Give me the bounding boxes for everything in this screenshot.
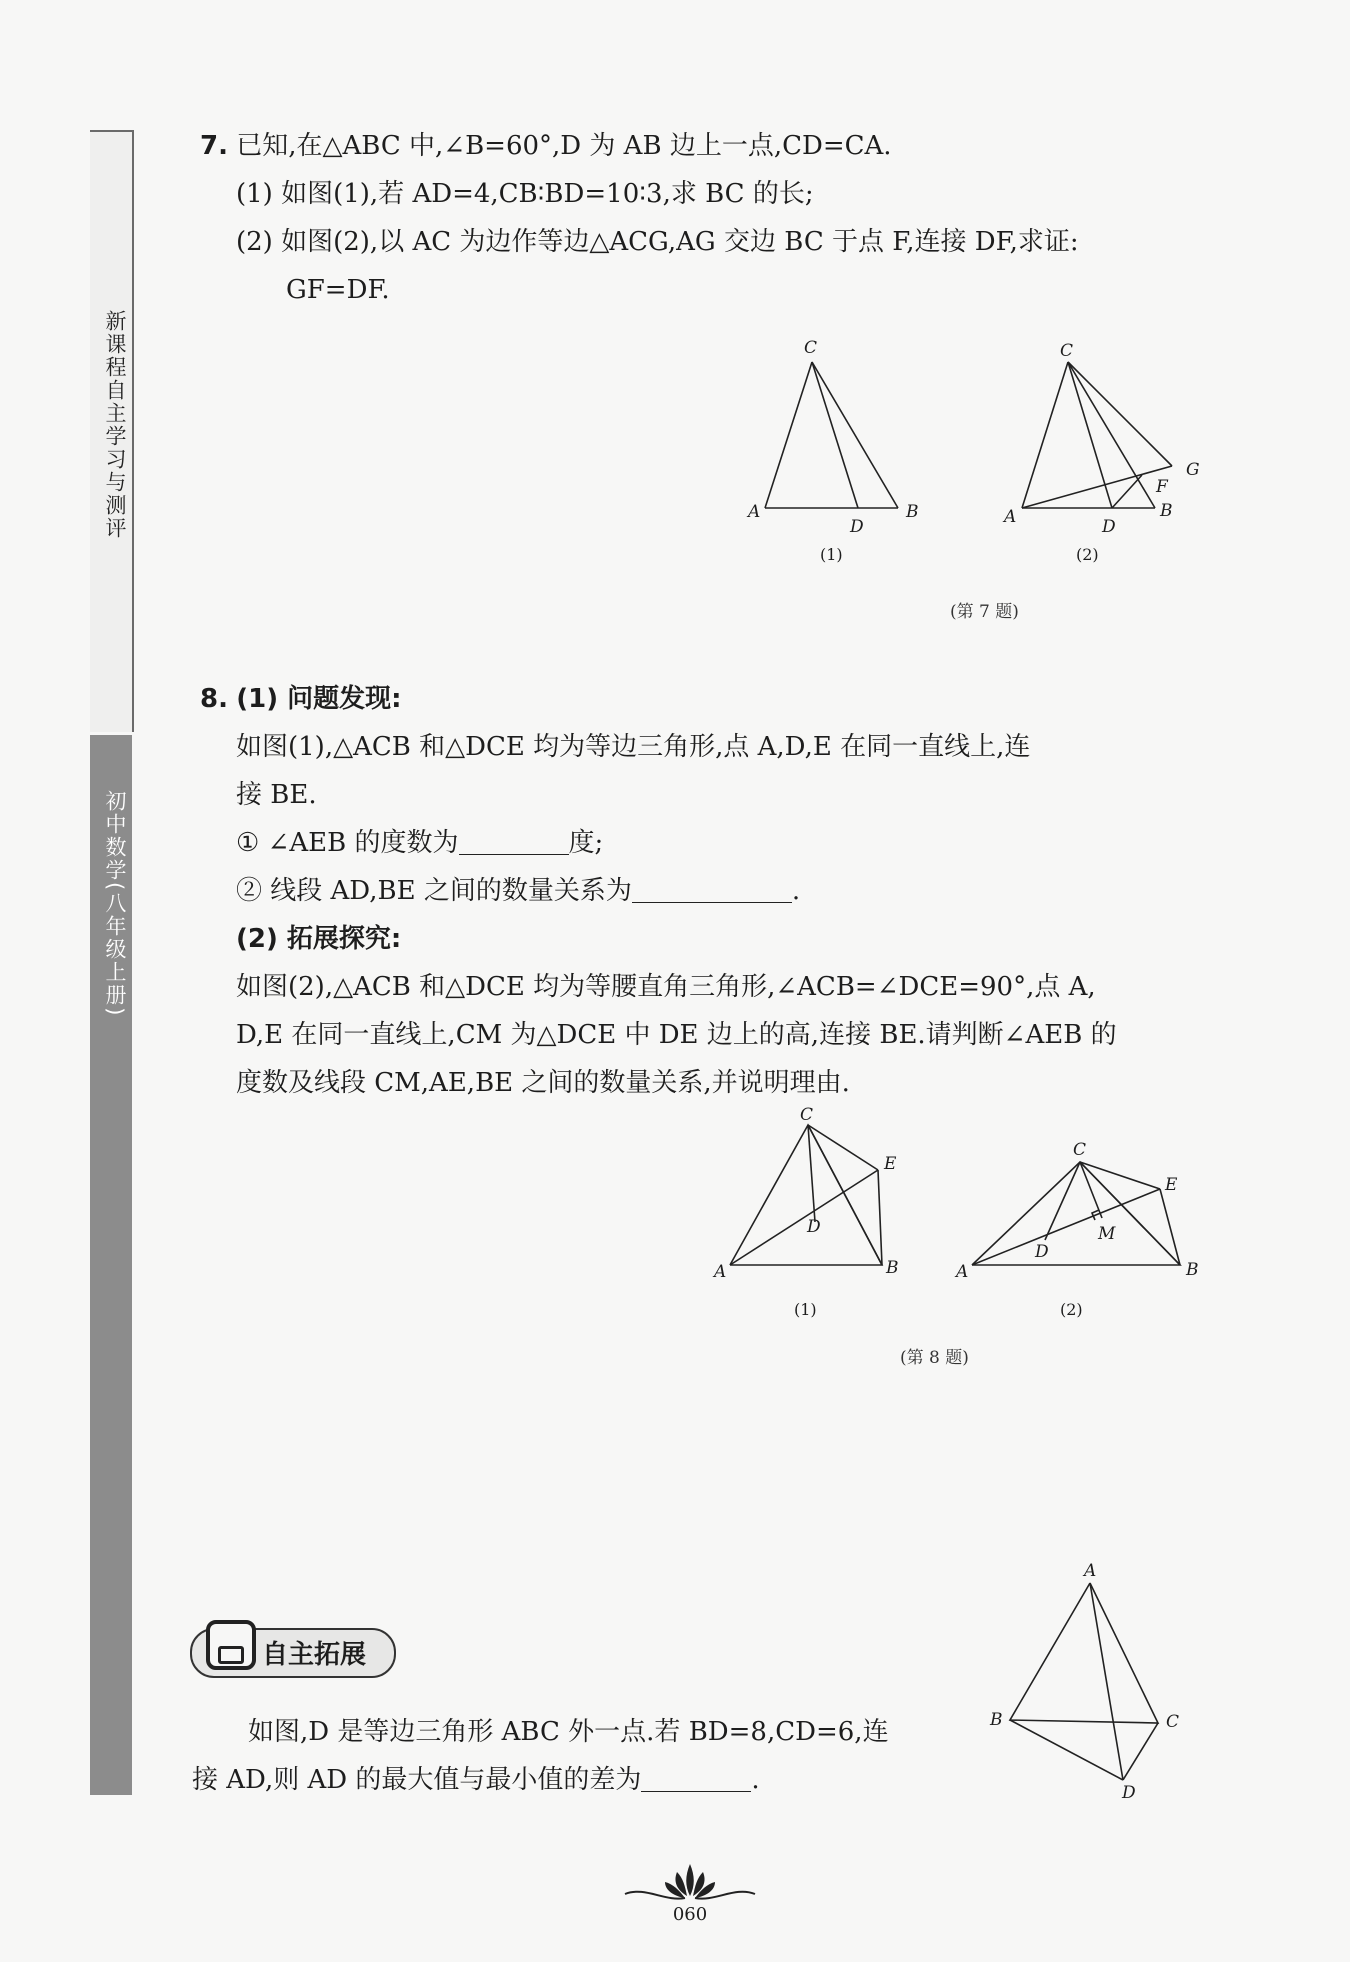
q8-figure-caption: (第 8 题) <box>900 1348 969 1368</box>
page-number: 060 <box>672 1904 708 1925</box>
q8-figures <box>700 1105 1220 1335</box>
q8-fig2-label-a: A <box>956 1262 969 1282</box>
q8-figure-1 <box>730 1125 882 1265</box>
extension-line2 <box>192 1761 760 1799</box>
q8-fig2-label-m: M <box>1098 1224 1116 1244</box>
q7-part1: (1) 如图(1),若 AD=4,CB∶BD=10∶3,求 BC 的长; <box>236 179 814 209</box>
q8-item1 <box>236 824 603 862</box>
q7-fig2-label-g: G <box>1186 460 1200 480</box>
q8-part1-title-line <box>200 680 402 718</box>
q8-fig1-caption: (1) <box>794 1300 817 1319</box>
extension-line1: 如图,D 是等边三角形 ABC 外一点.若 BD=8,CD=6,连 <box>248 1717 889 1747</box>
q7-fig2-caption: (2) <box>1076 545 1099 564</box>
q8-fig1-label-a: A <box>714 1262 727 1282</box>
extension-figure <box>980 1555 1210 1800</box>
q8-fig1-label-e: E <box>884 1154 897 1174</box>
q8-number: 8. <box>200 684 228 714</box>
q8-part1-title: (1) 问题发现: <box>236 684 402 714</box>
q7-figure-2 <box>1022 362 1172 508</box>
q7-fig1-label-c: C <box>804 338 818 358</box>
q8-part2-line3: 度数及线段 CM,AE,BE 之间的数量关系,并说明理由. <box>236 1068 850 1098</box>
q7-fig2-label-a: A <box>1004 507 1017 527</box>
q8-item1-text: ① ∠AEB 的度数为 <box>236 828 459 858</box>
q7-figures <box>740 330 1220 570</box>
q8-fig2-label-c: C <box>1073 1140 1087 1160</box>
q8-item2-suffix: . <box>791 876 801 906</box>
q7-fig2-label-d: D <box>1102 517 1116 537</box>
extension-line2-suffix: . <box>751 1765 760 1795</box>
book-title: 新课程自主学习与测评 <box>103 310 127 540</box>
q8-fig2-caption: (2) <box>1060 1300 1083 1319</box>
q7-fig1-label-d: D <box>850 517 864 537</box>
extension-title: 自主拓展 <box>262 1640 367 1670</box>
q8-fig1-label-c: C <box>800 1105 814 1125</box>
extension-answer-blank[interactable] <box>641 1765 751 1792</box>
q7-part2-line1: (2) 如图(2),以 AC 为边作等边△ACG,AG 交边 BC 于点 F,连接 DF,求证: <box>236 227 1079 257</box>
q8-fig1-label-d: D <box>807 1217 821 1237</box>
q8-figure-2 <box>972 1162 1180 1265</box>
leaf-ornament-icon <box>615 1858 765 1908</box>
q8-item2-text: ② 线段 AD,BE 之间的数量关系为 <box>236 876 632 906</box>
q7-figure-1 <box>765 362 898 508</box>
q7-figure-caption: (第 7 题) <box>950 602 1019 622</box>
q8-fig2-label-e: E <box>1165 1175 1178 1195</box>
q8-part1-line2: 接 BE. <box>236 780 317 810</box>
q8-fig1-label-b: B <box>886 1258 899 1278</box>
extension-label-a: A <box>1084 1561 1097 1581</box>
extension-label-b: B <box>990 1710 1003 1730</box>
q8-item2 <box>236 872 800 910</box>
q7-fig1-caption: (1) <box>820 545 843 564</box>
q7-fig2-label-c: C <box>1060 341 1074 361</box>
extension-label-d: D <box>1122 1783 1136 1800</box>
q7-fig2-label-b: B <box>1160 501 1173 521</box>
q8-part2-line1: 如图(2),△ACB 和△DCE 均为等腰直角三角形,∠ACB=∠DCE=90°,点 A, <box>236 972 1096 1002</box>
extension-line2-text: 接 AD,则 AD 的最大值与最小值的差为 <box>192 1765 642 1795</box>
q7-stem-line <box>200 127 892 165</box>
q7-number: 7. <box>200 131 228 161</box>
q8-item2-blank[interactable] <box>632 876 792 903</box>
extension-label-c: C <box>1166 1712 1180 1732</box>
q7-part2-line2: GF=DF. <box>286 275 390 305</box>
q7-stem: 已知,在△ABC 中,∠B=60°,D 为 AB 边上一点,CD=CA. <box>236 131 892 161</box>
q8-part2-line2: D,E 在同一直线上,CM 为△DCE 中 DE 边上的高,连接 BE.请判断∠AEB 的 <box>236 1020 1117 1050</box>
q8-item1-blank[interactable] <box>459 828 569 855</box>
q8-item1-suffix: 度; <box>568 828 604 858</box>
q7-fig1-label-a: A <box>748 502 761 522</box>
floppy-disk-icon <box>206 1620 256 1670</box>
q8-part1-line1: 如图(1),△ACB 和△DCE 均为等边三角形,点 A,D,E 在同一直线上,连 <box>236 732 1031 762</box>
q7-fig2-label-f: F <box>1156 477 1168 497</box>
q8-fig2-label-b: B <box>1186 1260 1199 1280</box>
book-subject: 初中数学(八年级上册) <box>103 790 127 1018</box>
q8-fig2-label-d: D <box>1035 1242 1049 1262</box>
q7-fig1-label-b: B <box>906 502 919 522</box>
q8-part2-title: (2) 拓展探究: <box>236 924 402 954</box>
